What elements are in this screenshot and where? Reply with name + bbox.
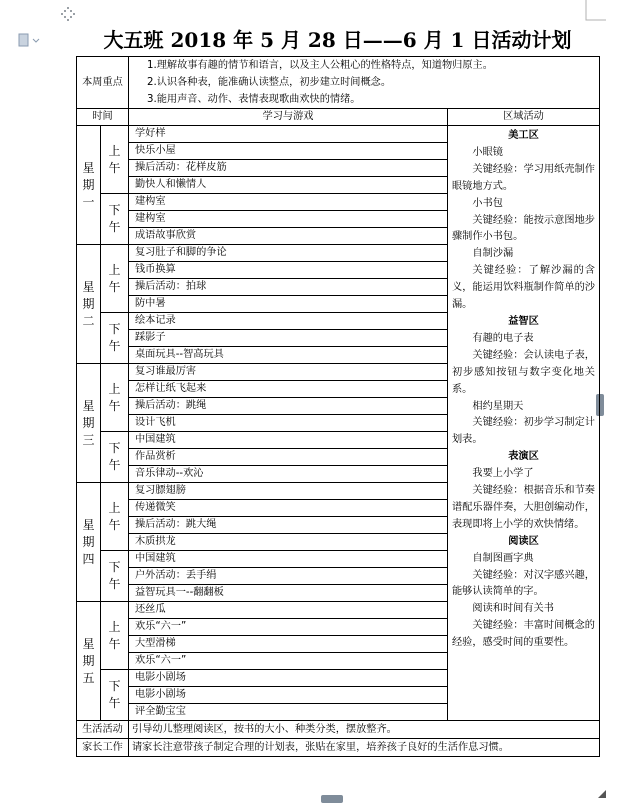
activity-cell: 大型滑梯 (129, 636, 448, 653)
activity-cell: 操后活动：跳绳 (129, 398, 448, 415)
area-item: 我要上小学了 (472, 468, 534, 480)
area-item: 自制图画字典 (472, 552, 534, 564)
add-row-button[interactable] (321, 795, 343, 803)
day-label: 星 期 三 (77, 364, 101, 483)
header-time: 时间 (77, 109, 129, 126)
life-row (77, 721, 600, 739)
day-label: 星 期 一 (77, 126, 101, 245)
area-experience: 关键经验：对汉字感兴趣，能够认读简单的字。 (452, 569, 595, 598)
resize-handle-icon[interactable] (598, 790, 606, 798)
morning-label: 上 午 (101, 245, 129, 313)
life-label: 生活活动 (77, 721, 129, 739)
focus-label: 本周重点 (77, 57, 129, 109)
parent-label: 家长工作 (77, 739, 129, 757)
activity-cell: 绘本记录 (129, 313, 448, 330)
afternoon-label: 下 午 (101, 551, 129, 602)
activity-cell: 欢乐“六一” (129, 653, 448, 670)
activity-cell: 勤快人和懒情人 (129, 177, 448, 194)
area-item: 小书包 (472, 197, 503, 209)
activity-cell: 电影小剧场 (129, 670, 448, 687)
activity-cell: 欢乐“六一” (129, 619, 448, 636)
focus-item: 2.认识各种表，能准确认读整点，初步建立时间概念。 (147, 77, 392, 88)
area-experience: 关键经验：学习用纸壳制作眼镜地方式。 (452, 163, 595, 192)
area-experience: 关键经验：丰富时间概念的经验，感受时间的重要性。 (452, 620, 595, 649)
day-label: 星 期 四 (77, 483, 101, 602)
activity-cell: 学好样 (129, 126, 448, 143)
area-item: 阅读和时间有关书 (472, 603, 554, 615)
afternoon-label: 下 午 (101, 432, 129, 483)
page-corner-mark (566, 0, 606, 24)
parent-text: 请家长注意带孩子制定合理的计划表，张贴在家里，培养孩子良好的生活作息习惯。 (129, 739, 600, 757)
activity-cell: 操后活动：花样皮筋 (129, 160, 448, 177)
move-handle-icon[interactable] (60, 6, 76, 22)
activity-cell: 复习肚子和脚的争论 (129, 245, 448, 262)
activity-cell: 复习膘翅膀 (129, 483, 448, 500)
activity-cell: 建构室 (129, 211, 448, 228)
activity-cell: 复习谁最厉害 (129, 364, 448, 381)
day-label: 星 期 五 (77, 602, 101, 721)
activity-cell: 益智玩具一--翻翻板 (129, 585, 448, 602)
area-experience: 关键经验：能按示意图地步骤制作小书包。 (452, 214, 595, 243)
header-row (77, 109, 600, 126)
activity-cell: 中国建筑 (129, 551, 448, 568)
area-item: 自制沙漏 (472, 248, 514, 260)
activity-cell: 钱币换算 (129, 262, 448, 279)
activity-cell: 成语故事欣赏 (129, 228, 448, 245)
activity-cell: 传递微笑 (129, 500, 448, 517)
area-experience: 关键经验：了解沙漏的含义，能运用饮料瓶制作简单的沙漏。 (452, 265, 595, 311)
activity-cell: 快乐小屋 (129, 143, 448, 160)
activity-cell: 设计飞机 (129, 415, 448, 432)
activity-cell: 音乐律动--欢沁 (129, 466, 448, 483)
header-study: 学习与游戏 (129, 109, 448, 126)
activity-cell: 中国建筑 (129, 432, 448, 449)
focus-item: 3.能用声音、动作、表情表现歌曲欢快的情绪。 (147, 94, 361, 105)
activity-cell: 防中暑 (129, 296, 448, 313)
morning-label: 上 午 (101, 126, 129, 194)
area-activities (448, 126, 600, 721)
morning-label: 上 午 (101, 602, 129, 670)
afternoon-label: 下 午 (101, 313, 129, 364)
activity-cell: 桌面玩具--智高玩具 (129, 347, 448, 364)
activity-cell: 建构室 (129, 194, 448, 211)
activity-cell: 还丝瓜 (129, 602, 448, 619)
area-title: 阅读区 (508, 535, 539, 547)
life-text: 引导幼儿整理阅读区，按书的大小、种类分类，摆放整齐。 (129, 721, 600, 739)
page-title: 大五班 2018 年 5 月 28 日——6 月 1 日活动计划 (103, 28, 572, 52)
document-page (76, 24, 599, 757)
activity-cell: 操后活动：拍球 (129, 279, 448, 296)
area-experience: 关键经验：初步学习制定计划表。 (452, 417, 595, 446)
activity-cell: 操后活动：跳大绳 (129, 517, 448, 534)
activity-cell: 怎样让纸飞起来 (129, 381, 448, 398)
area-experience: 关键经验：会认读电子表，初步感知按钮与数字变化地关系。 (452, 349, 595, 395)
schedule-body (77, 126, 600, 721)
activity-cell: 作品赏析 (129, 449, 448, 466)
afternoon-label: 下 午 (101, 194, 129, 245)
focus-row (77, 57, 600, 109)
activity-cell: 木质拱龙 (129, 534, 448, 551)
activity-row (77, 126, 600, 143)
plan-table (76, 56, 600, 757)
area-item: 小眼镜 (472, 146, 503, 158)
morning-label: 上 午 (101, 364, 129, 432)
area-title: 表演区 (508, 451, 539, 463)
afternoon-label: 下 午 (101, 670, 129, 721)
activity-cell: 户外活动：丢手绢 (129, 568, 448, 585)
activity-cell: 电影小剧场 (129, 687, 448, 704)
day-label: 星 期 二 (77, 245, 101, 364)
area-title: 益智区 (508, 315, 539, 327)
area-item: 有趣的电子表 (472, 332, 534, 344)
activity-cell: 踩影子 (129, 330, 448, 347)
focus-list (129, 57, 600, 109)
area-title: 美工区 (508, 130, 539, 141)
area-experience: 关键经验：根据音乐和节奏谱配乐器伴奏，大胆创编动作，表现即将上小学的欢快情绪。 (452, 485, 595, 530)
document-icon[interactable] (18, 33, 40, 47)
area-item: 相约星期天 (472, 400, 524, 412)
parent-row (77, 739, 600, 757)
activity-cell: 评全勤宝宝 (129, 704, 448, 721)
header-area: 区域活动 (448, 109, 600, 126)
focus-item: 1.理解故事有趣的情节和语言，以及主人公粗心的性格特点，知道物归原主。 (147, 60, 493, 71)
morning-label: 上 午 (101, 483, 129, 551)
